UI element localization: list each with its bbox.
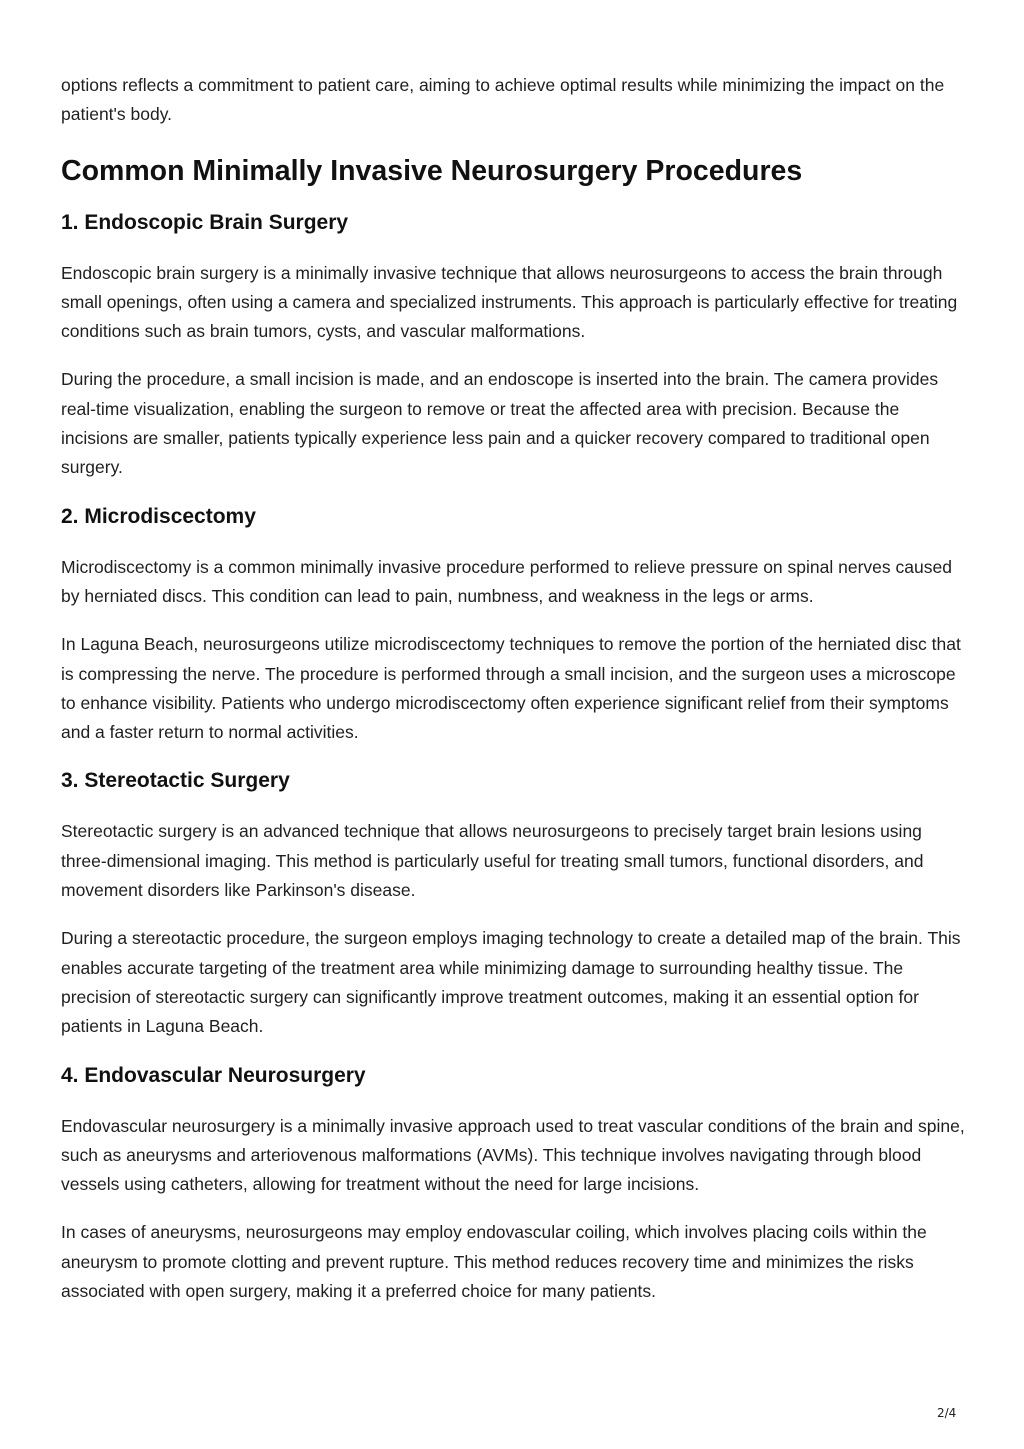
intro-paragraph: options reflects a commitment to patient care, aiming to achieve optimal results while minimizing the impact on the patient's body. <box>61 75 945 125</box>
procedure-paragraph: In cases of aneurysms, neurosurgeons may employ endovascular coiling, which involves placing coils within the aneurysm to promote clotting and prevent rupture. This method reduces recovery time and minimizes the risks associated with open surgery, making it a preferred choice for many patients. <box>61 1222 927 1302</box>
page-number: 2/4 <box>937 1406 957 1420</box>
document-page <box>61 71 966 1306</box>
procedure-paragraph: Stereotactic surgery is an advanced technique that allows neurosurgeons to precisely target brain lesions using three-dimensional imaging. This method is particularly useful for treating small tumors, functional disorders, and movement disorders like Parkinson's disease. <box>61 821 924 901</box>
procedure-heading-endoscopic: 1. Endoscopic Brain Surgery <box>61 210 349 234</box>
procedure-paragraph: During a stereotactic procedure, the surgeon employs imaging technology to create a detailed map of the brain. This enables accurate targeting of the treatment area while minimizing damage to surrounding healthy tissue. The precision of stereotactic surgery can significantly improve treatment outcomes, making it an essential option for patients in Laguna Beach. <box>61 928 961 1037</box>
procedure-paragraph: Endoscopic brain surgery is a minimally invasive technique that allows neurosurgeons to access the brain through small openings, often using a camera and specialized instruments. This approach is particularly effective for treating conditions such as brain tumors, cysts, and vascular malformations. <box>61 262 958 342</box>
procedure-paragraph: During the procedure, a small incision is made, and an endoscope is inserted into the brain. The camera provides real-time visualization, enabling the surgeon to remove or treat the affected area with precision. Because the incisions are smaller, patients typically experience less pain and a quicker recovery compared to traditional open surgery. <box>61 369 939 478</box>
section-title: Common Minimally Invasive Neurosurgery Procedures <box>61 154 803 187</box>
procedure-paragraph: Endovascular neurosurgery is a minimally invasive approach used to treat vascular conditions of the brain and spine, such as aneurysms and arteriovenous malformations (AVMs). This technique involves navigating through blood vessels using catheters, allowing for treatment without the need for large incisions. <box>61 1115 965 1195</box>
procedure-heading-microdiscectomy: 2. Microdiscectomy <box>61 504 256 528</box>
procedure-heading-stereotactic: 3. Stereotactic Surgery <box>61 769 290 793</box>
procedure-paragraph: Microdiscectomy is a common minimally invasive procedure performed to relieve pressure on spinal nerves caused by herniated discs. This condition can lead to pain, numbness, and weakness in the legs or arms. <box>61 556 952 606</box>
procedure-paragraph: In Laguna Beach, neurosurgeons utilize microdiscectomy techniques to remove the portion of the herniated disc that is compressing the nerve. The procedure is performed through a small incision, and the surgeon uses a microscope to enhance visibility. Patients who undergo microdiscectomy often experience significant relief from their symptoms and a faster return to normal activities. <box>61 634 961 743</box>
procedure-heading-endovascular: 4. Endovascular Neurosurgery <box>61 1063 366 1087</box>
